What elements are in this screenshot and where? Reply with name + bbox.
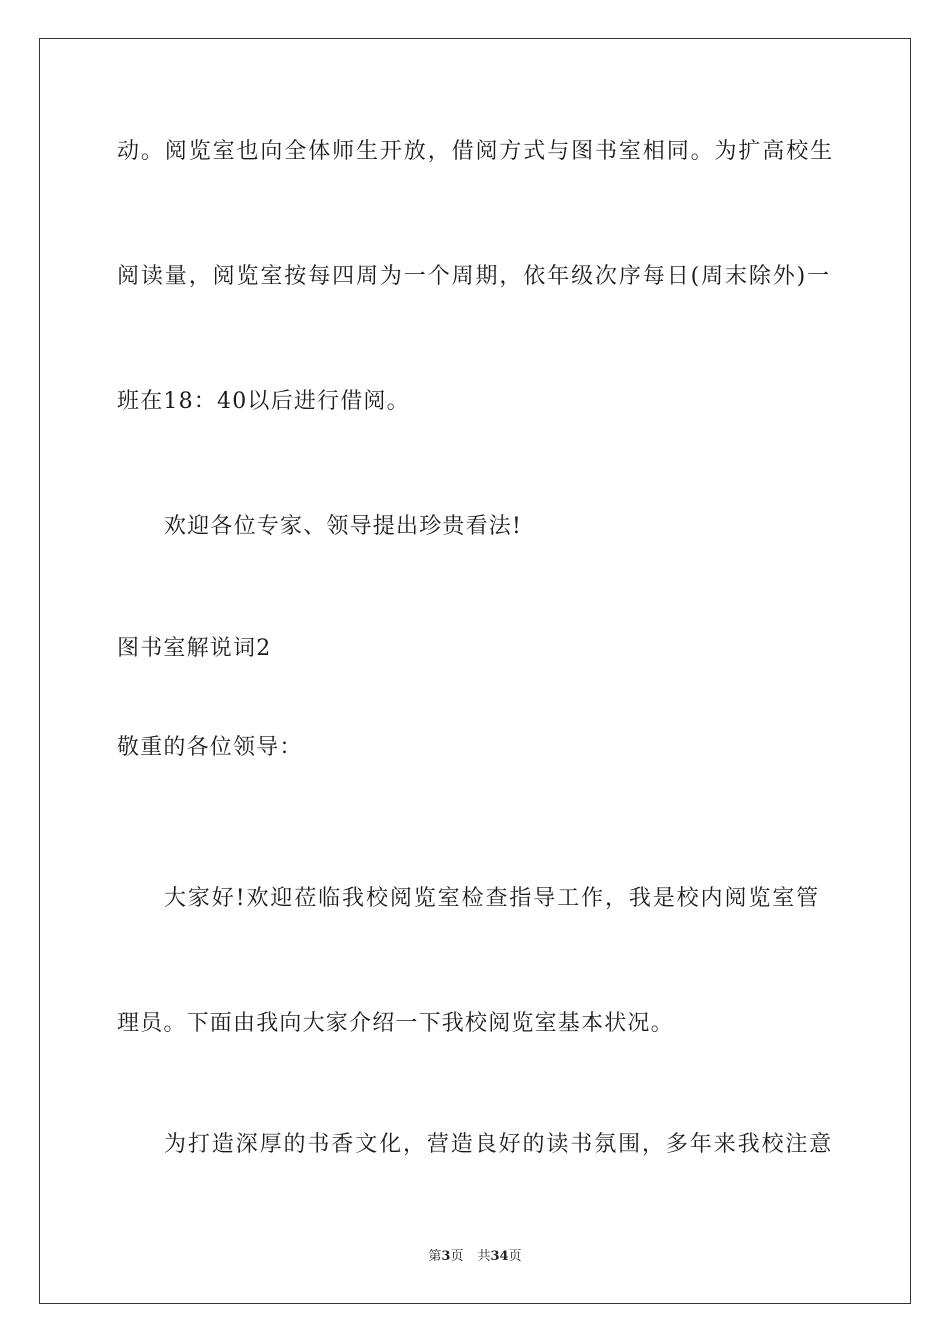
total-pages: 34 [490, 1249, 509, 1264]
section-heading: 图书室解说词2 [117, 636, 272, 661]
total-prefix: 共 [477, 1249, 491, 1264]
page-number: 3 [441, 1249, 451, 1264]
paragraph-line: 理员。下面由我向大家介绍一下我校阅览室基本状况。 [117, 1011, 674, 1036]
paragraph-line: 欢迎各位专家、领导提出珍贵看法! [164, 514, 523, 539]
paragraph-line: 阅读量，阅览室按每四周为一个周期，依年级次序每日(周末除外)一 [117, 264, 832, 289]
paragraph-line: 大家好!欢迎莅临我校阅览室检查指导工作，我是校内阅览室管 [164, 886, 821, 911]
paragraph-line: 为打造深厚的书香文化，营造良好的读书氛围，多年来我校注意 [164, 1132, 834, 1157]
page-prefix: 第 [428, 1249, 442, 1264]
total-suffix: 页 [508, 1249, 522, 1264]
page-suffix: 页 [450, 1249, 464, 1264]
page-border [39, 38, 911, 1304]
paragraph-line: 班在18：40以后进行借阅。 [117, 389, 410, 414]
page-footer [0, 1248, 950, 1266]
salutation: 敬重的各位领导： [117, 735, 303, 760]
paragraph-line: 动。阅览室也向全体师生开放，借阅方式与图书室相同。为扩高校生 [117, 139, 835, 164]
